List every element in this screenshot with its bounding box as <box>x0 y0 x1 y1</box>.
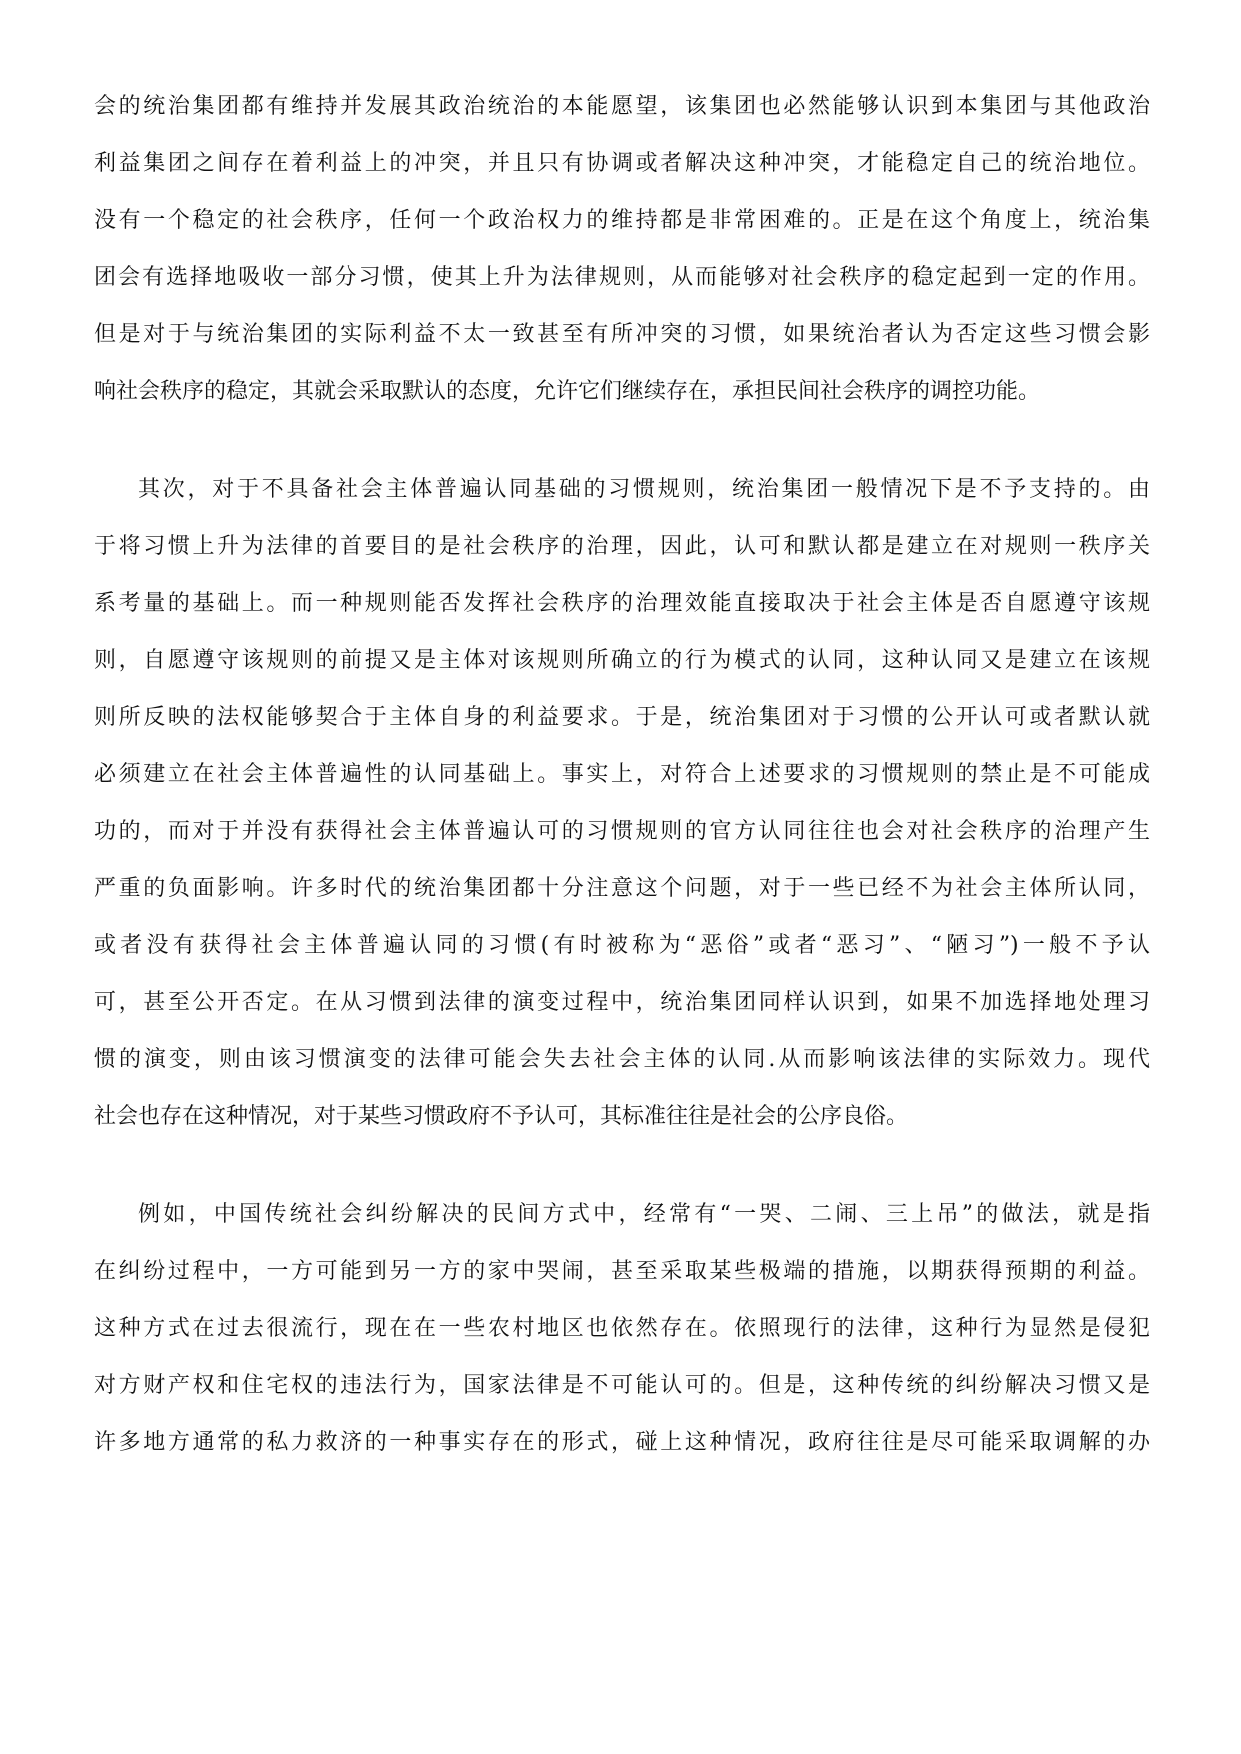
text-line: 响社会秩序的稳定，其就会采取默认的态度，允许它们继续存在，承担民间社会秩序的调控功能。 <box>94 379 1041 404</box>
text-line: 这种方式在过去很流行，现在在一些农村地区也依然存在。依照现行的法律，这种行为显然是侵犯 <box>94 1316 1150 1341</box>
text-line: 例如，中国传统社会纠纷解决的民间方式中，经常有“一哭、二闹、三上吊”的做法，就是指 <box>138 1202 1150 1227</box>
text-line: 严重的负面影响。许多时代的统治集团都十分注意这个问题，对于一些已经不为社会主体所认同， <box>94 876 1150 901</box>
text-line: 必须建立在社会主体普遍性的认同基础上。事实上，对符合上述要求的习惯规则的禁止是不可能成 <box>94 762 1150 787</box>
text-line: 利益集团之间存在着利益上的冲突，并且只有协调或者解决这种冲突，才能稳定自己的统治地位。 <box>94 151 1150 176</box>
text-line: 在纠纷过程中，一方可能到另一方的家中哭闹，甚至采取某些极端的措施，以期获得预期的利益。 <box>94 1259 1150 1284</box>
paragraph <box>94 1202 1150 1487</box>
text-line: 会的统治集团都有维持并发展其政治统治的本能愿望，该集团也必然能够认识到本集团与其他政治 <box>94 94 1150 119</box>
text-line: 惯的演变，则由该习惯演变的法律可能会失去社会主体的认同.从而影响该法律的实际效力。现代 <box>94 1047 1150 1072</box>
paragraph-spacer <box>94 1161 1150 1202</box>
text-line: 社会也存在这种情况，对于某些习惯政府不予认可，其标准往往是社会的公序良俗。 <box>94 1104 909 1129</box>
text-line: 或者没有获得社会主体普遍认同的习惯(有时被称为“恶俗”或者“恶习”、“陋习”)一般不予认 <box>94 933 1150 958</box>
text-line: 功的，而对于并没有获得社会主体普遍认可的习惯规则的官方认同往往也会对社会秩序的治理产生 <box>94 819 1150 844</box>
text-line: 没有一个稳定的社会秩序，任何一个政治权力的维持都是非常困难的。正是在这个角度上，统治集 <box>94 208 1150 233</box>
document-page <box>94 94 1150 1487</box>
paragraph <box>94 477 1150 1161</box>
text-line: 系考量的基础上。而一种规则能否发挥社会秩序的治理效能直接取决于社会主体是否自愿遵守该规 <box>94 591 1150 616</box>
text-line: 团会有选择地吸收一部分习惯，使其上升为法律规则，从而能够对社会秩序的稳定起到一定的作用。 <box>94 265 1150 290</box>
paragraph <box>94 94 1150 436</box>
text-line: 可，甚至公开否定。在从习惯到法律的演变过程中，统治集团同样认识到，如果不加选择地处理习 <box>94 990 1150 1015</box>
text-line: 于将习惯上升为法律的首要目的是社会秩序的治理，因此，认可和默认都是建立在对规则一秩序关 <box>94 534 1150 559</box>
text-line: 其次，对于不具备社会主体普遍认同基础的习惯规则，统治集团一般情况下是不予支持的。由 <box>138 477 1150 502</box>
paragraph-spacer <box>94 436 1150 477</box>
text-line: 则，自愿遵守该规则的前提又是主体对该规则所确立的行为模式的认同，这种认同又是建立在该规 <box>94 648 1150 673</box>
text-line: 对方财产权和住宅权的违法行为，国家法律是不可能认可的。但是，这种传统的纠纷解决习惯又是 <box>94 1373 1150 1398</box>
text-line: 但是对于与统治集团的实际利益不太一致甚至有所冲突的习惯，如果统治者认为否定这些习惯会影 <box>94 322 1150 347</box>
text-line: 许多地方通常的私力救济的一种事实存在的形式，碰上这种情况，政府往往是尽可能采取调解的办 <box>94 1430 1150 1455</box>
text-line: 则所反映的法权能够契合于主体自身的利益要求。于是，统治集团对于习惯的公开认可或者默认就 <box>94 705 1150 730</box>
